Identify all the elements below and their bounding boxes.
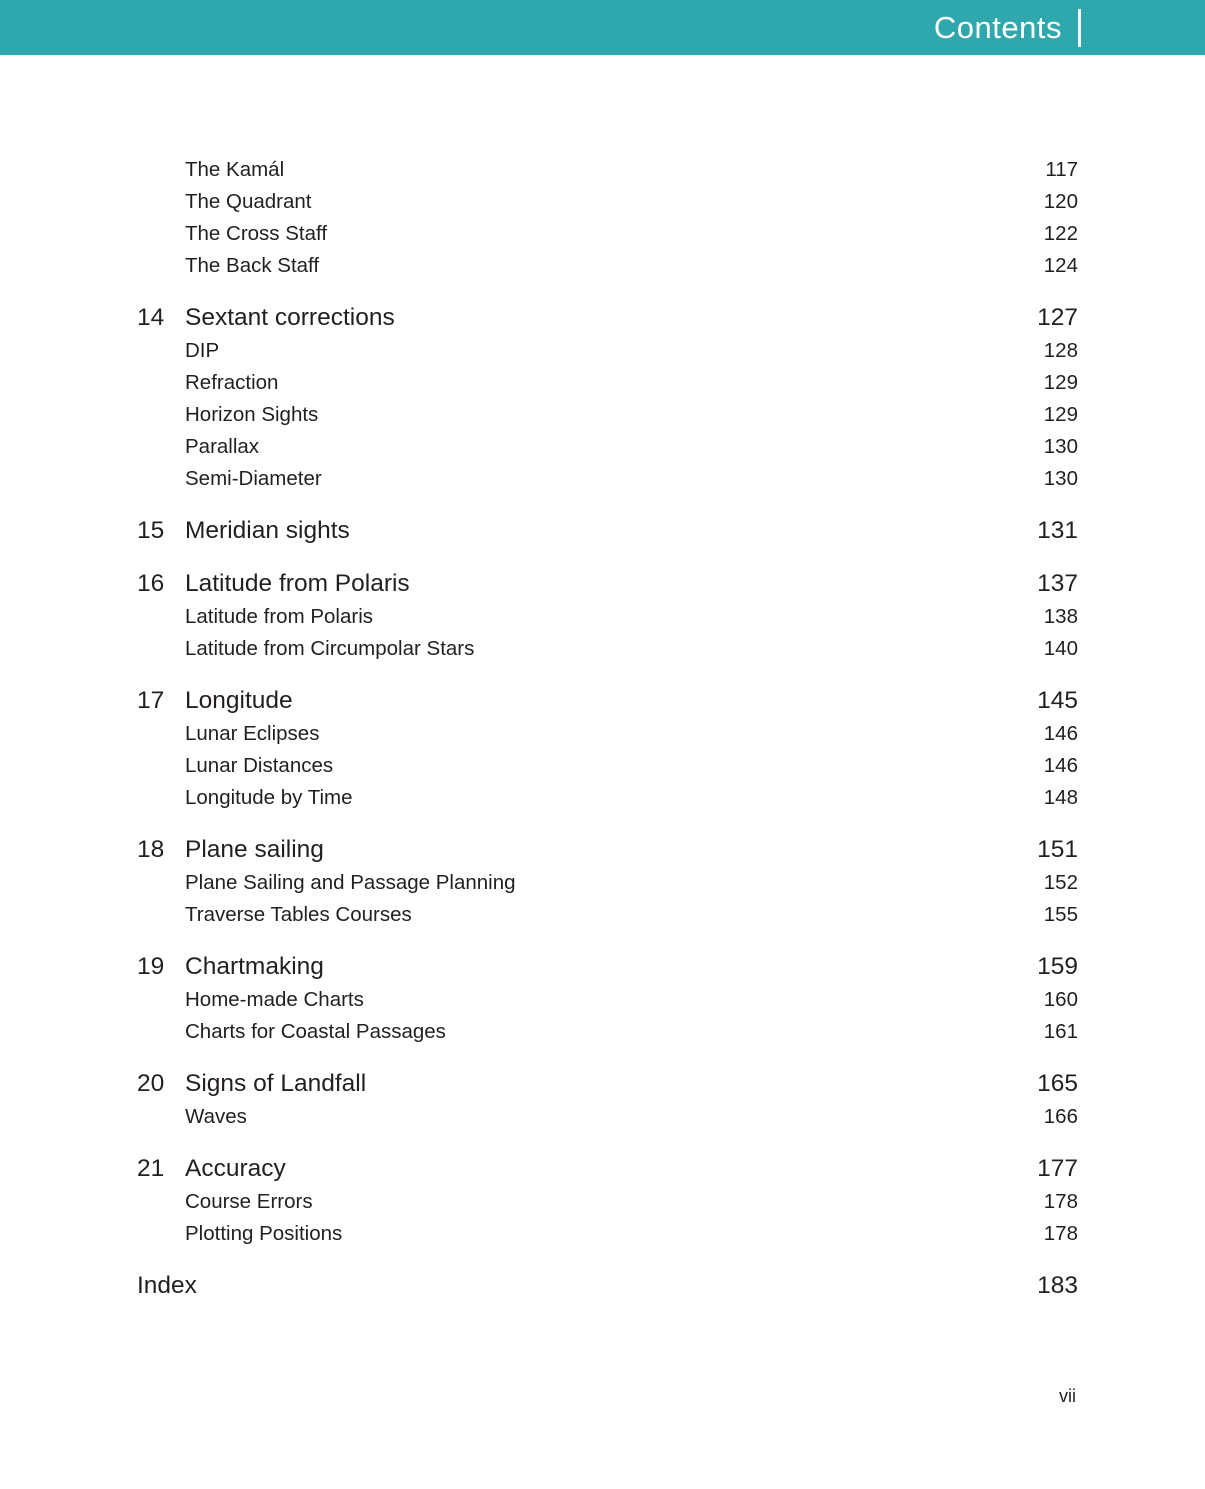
chapter-page-number: 183	[1037, 1272, 1078, 1299]
toc-sub-row	[137, 463, 1078, 495]
toc-chapter-row	[137, 683, 1078, 718]
chapter-title: Chartmaking	[185, 953, 324, 980]
toc-sub-row	[137, 431, 1078, 463]
sub-entry-title: Semi-Diameter	[185, 467, 322, 490]
sub-entry-title: The Kamál	[185, 158, 285, 181]
toc-chapter-row	[137, 1066, 1078, 1101]
chapter-page-number: 145	[1037, 687, 1078, 714]
sub-entry-page-number: 130	[1043, 467, 1078, 490]
sub-entry-title: The Back Staff	[185, 254, 320, 277]
header-divider	[1078, 9, 1081, 47]
toc-chapter-row	[137, 513, 1078, 548]
sub-entry-page-number: 160	[1043, 988, 1078, 1011]
chapter-number: 17	[137, 687, 165, 714]
sub-entry-title: Latitude from Circumpolar Stars	[185, 637, 475, 660]
page-title: Contents	[933, 10, 1062, 45]
sub-entry-title: The Quadrant	[185, 190, 312, 213]
toc-sub-row	[137, 633, 1078, 665]
toc-sub-row	[137, 601, 1078, 633]
chapter-page-number: 127	[1037, 304, 1078, 331]
toc-section	[137, 300, 1078, 495]
sub-entry-page-number: 161	[1043, 1020, 1078, 1043]
sub-entry-page-number: 117	[1045, 158, 1078, 181]
chapter-title: Plane sailing	[185, 836, 324, 863]
sub-entry-page-number: 120	[1043, 190, 1078, 213]
toc-sub-row	[137, 367, 1078, 399]
sub-entry-title: Home-made Charts	[185, 988, 364, 1011]
sub-entry-title: Plotting Positions	[185, 1222, 343, 1245]
sub-entry-title: Latitude from Polaris	[185, 605, 374, 628]
sub-entry-title: Lunar Distances	[185, 754, 334, 777]
table-of-contents	[0, 55, 1205, 1303]
chapter-title: Signs of Landfall	[185, 1070, 367, 1097]
toc-sub-row	[137, 1016, 1078, 1048]
toc-sub-row	[137, 186, 1078, 218]
sub-entry-title: Longitude by Time	[185, 786, 353, 809]
chapter-number: 18	[137, 836, 165, 863]
toc-sub-row	[137, 750, 1078, 782]
chapter-page-number: 151	[1037, 836, 1078, 863]
sub-entry-page-number: 148	[1043, 786, 1078, 809]
toc-section	[137, 1066, 1078, 1133]
sub-entry-page-number: 129	[1043, 403, 1078, 426]
sub-entry-title: Charts for Coastal Passages	[185, 1020, 446, 1043]
sub-entry-page-number: 122	[1043, 222, 1078, 245]
toc-sub-row	[137, 1218, 1078, 1250]
chapter-title: Accuracy	[185, 1155, 286, 1182]
sub-entry-page-number: 178	[1043, 1190, 1078, 1213]
sub-entry-page-number: 130	[1043, 435, 1078, 458]
toc-section	[137, 1151, 1078, 1250]
toc-chapter-row	[137, 300, 1078, 335]
chapter-title: Latitude from Polaris	[185, 570, 410, 597]
sub-entry-title: The Cross Staff	[185, 222, 328, 245]
toc-section	[137, 683, 1078, 814]
sub-entry-page-number: 178	[1043, 1222, 1078, 1245]
toc-sub-row	[137, 899, 1078, 931]
sub-entry-page-number: 166	[1043, 1105, 1078, 1128]
toc-sub-row	[137, 1101, 1078, 1133]
toc-sub-row	[137, 399, 1078, 431]
sub-entry-title: Parallax	[185, 435, 260, 458]
sub-entry-page-number: 146	[1043, 754, 1078, 777]
sub-entry-title: Traverse Tables Courses	[185, 903, 412, 926]
chapter-number: 15	[137, 517, 165, 544]
sub-entry-page-number: 138	[1043, 605, 1078, 628]
chapter-page-number: 131	[1037, 517, 1078, 544]
toc-sub-row	[137, 335, 1078, 367]
toc-section	[137, 832, 1078, 931]
toc-sub-row	[137, 984, 1078, 1016]
toc-section	[137, 1268, 1078, 1303]
sub-entry-title: DIP	[185, 339, 220, 362]
chapter-title: Index	[137, 1272, 197, 1299]
toc-chapter-row	[137, 566, 1078, 601]
chapter-title: Sextant corrections	[185, 304, 395, 331]
chapter-number: 20	[137, 1070, 165, 1097]
chapter-title: Longitude	[185, 687, 293, 714]
chapter-page-number: 137	[1037, 570, 1078, 597]
sub-entry-page-number: 152	[1043, 871, 1078, 894]
sub-entry-title: Course Errors	[185, 1190, 313, 1213]
chapter-number: 14	[137, 304, 165, 331]
chapter-page-number: 159	[1037, 953, 1078, 980]
toc-sub-row	[137, 1186, 1078, 1218]
chapter-number: 19	[137, 953, 165, 980]
toc-section	[137, 566, 1078, 665]
sub-entry-page-number: 140	[1043, 637, 1078, 660]
chapter-number: 21	[137, 1155, 165, 1182]
sub-entry-title: Waves	[185, 1105, 247, 1128]
toc-index-row	[137, 1268, 1078, 1303]
sub-entry-title: Refraction	[185, 371, 279, 394]
chapter-page-number: 177	[1037, 1155, 1078, 1182]
chapter-page-number: 165	[1037, 1070, 1078, 1097]
toc-sub-row	[137, 718, 1078, 750]
toc-chapter-row	[137, 1151, 1078, 1186]
toc-sub-row	[137, 782, 1078, 814]
sub-entry-page-number: 129	[1043, 371, 1078, 394]
header-bar	[0, 0, 1205, 55]
sub-entry-title: Horizon Sights	[185, 403, 319, 426]
chapter-number: 16	[137, 570, 165, 597]
toc-sub-row	[137, 250, 1078, 282]
toc-sub-row	[137, 154, 1078, 186]
sub-entry-page-number: 155	[1043, 903, 1078, 926]
toc-chapter-row	[137, 949, 1078, 984]
toc-sub-row	[137, 218, 1078, 250]
toc-sub-row	[137, 867, 1078, 899]
toc-section	[137, 949, 1078, 1048]
chapter-title: Meridian sights	[185, 517, 350, 544]
sub-entry-page-number: 128	[1043, 339, 1078, 362]
sub-entry-page-number: 146	[1043, 722, 1078, 745]
folio-page-number: vii	[1059, 1386, 1076, 1406]
toc-chapter-row	[137, 832, 1078, 867]
sub-entry-page-number: 124	[1043, 254, 1078, 277]
toc-section	[137, 154, 1078, 282]
sub-entry-title: Lunar Eclipses	[185, 722, 320, 745]
toc-section	[137, 513, 1078, 548]
sub-entry-title: Plane Sailing and Passage Planning	[185, 871, 516, 894]
